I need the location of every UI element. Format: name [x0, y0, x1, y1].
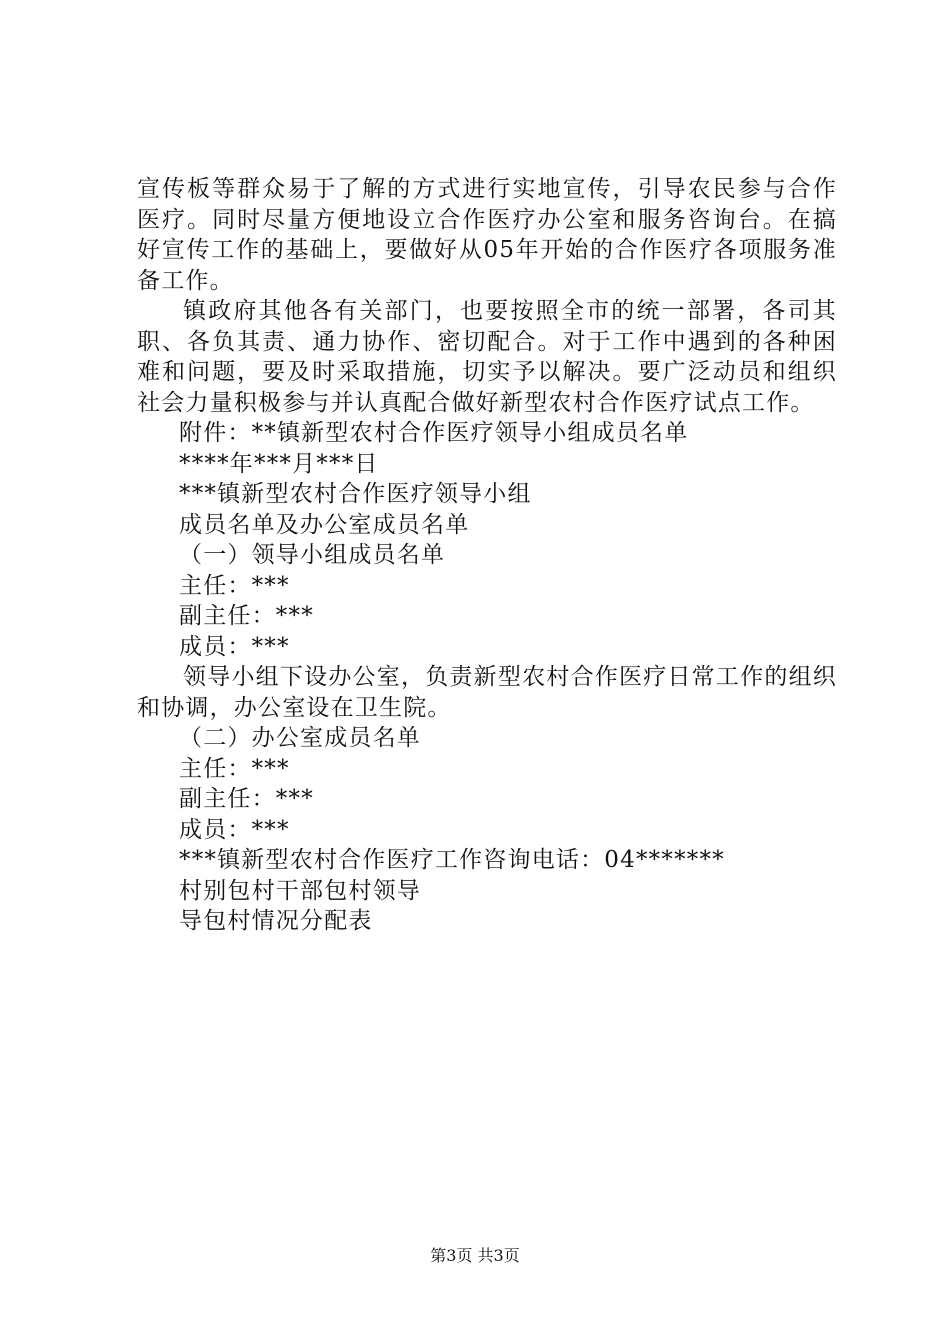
- table-line-1: 村别包村干部包村领导: [179, 877, 421, 904]
- page-footer: [0, 1246, 950, 1266]
- page-number-label: 第3页 共3页: [430, 1246, 520, 1265]
- table-line-2: 导包村情况分配表: [179, 908, 373, 934]
- section2-deputy: 副主任：***: [179, 786, 314, 812]
- paragraph-publicity: 宣传板等群众易于了解的方式进行实地宣传，引导农民参与合作医疗。同时尽量方便地设立合作医疗办公室和服务咨询台。在搞好宣传工作的基础上，要做好从05年开始的合作医疗各项服务准备工作。: [137, 176, 837, 294]
- section2-heading: （二）办公室成员名单: [179, 725, 421, 751]
- section1-members: 成员：***: [179, 633, 290, 660]
- document-body: [137, 174, 837, 937]
- attachment-line: 附件：**镇新型农村合作医疗领导小组成员名单: [179, 420, 689, 446]
- section1-director: 主任：***: [179, 572, 290, 599]
- section1-heading: （一）领导小组成员名单: [179, 542, 446, 568]
- list-title-line-2: 成员名单及办公室成员名单: [179, 511, 470, 538]
- list-title-line-1: ***镇新型农村合作医疗领导小组: [179, 481, 532, 507]
- paragraph-departments: 镇政府其他各有关部门，也要按照全市的统一部署，各司其职、各负其责、通力协作、密切配合。对于工作中遇到的各种困难和问题，要及时采取措施，切实予以解决。要广泛动员和组织社会力量积极参与并认真配合做好新型农村合作医疗试点工作。: [137, 298, 837, 416]
- section1-deputy: 副主任：***: [179, 603, 314, 629]
- section2-members: 成员：***: [179, 816, 290, 843]
- date-line: ****年***月***日: [179, 450, 379, 477]
- paragraph-office: 领导小组下设办公室，负责新型农村合作医疗日常工作的组织和协调，办公室设在卫生院。: [137, 664, 837, 721]
- section2-director: 主任：***: [179, 755, 290, 782]
- hotline-line: ***镇新型农村合作医疗工作咨询电话：04*******: [179, 847, 725, 873]
